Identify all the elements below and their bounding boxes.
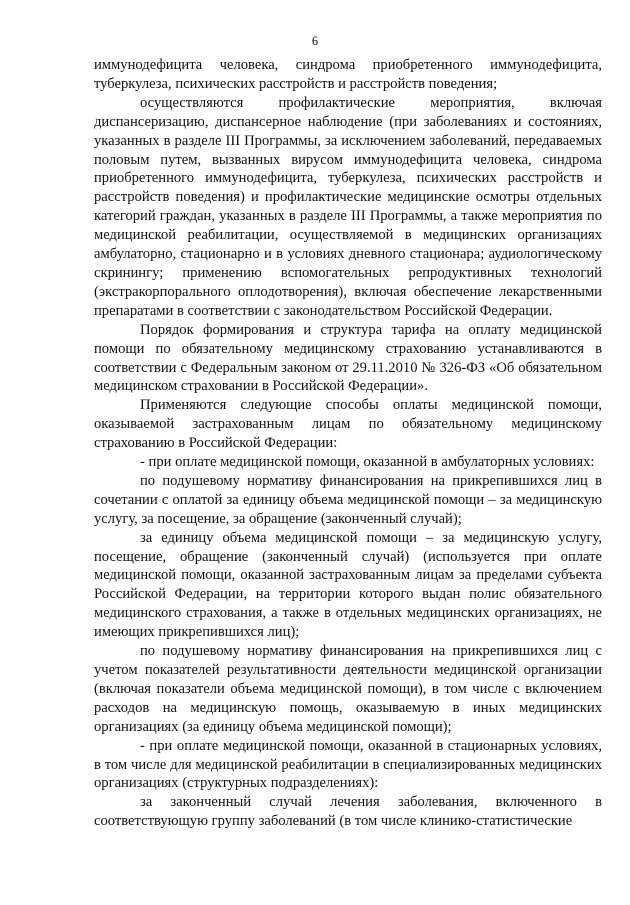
paragraph: по подушевому нормативу финансирования на прикрепившихся лиц в сочетании с оплатой за единицу объема медицинской помощи – за медицинскую услугу, за посещение, за обращение (законченный случай); <box>94 472 602 527</box>
paragraph: за законченный случай лечения заболевания, включенного в соответствующую группу заболеваний (в том числе клинико-статистические <box>94 794 602 830</box>
paragraph: Применяются следующие способы оплаты медицинской помощи, оказываемой застрахованным лицам по обязательному медицинскому страхованию в Российской Федерации: <box>94 397 602 452</box>
list-item: - при оплате медицинской помощи, оказанной в амбулаторных условиях: <box>140 454 595 471</box>
paragraph: иммунодефицита человека, синдрома приобретенного иммунодефицита, туберкулеза, психических расстройств и расстройств поведения; <box>94 57 602 92</box>
document-body <box>94 56 602 831</box>
page-number: 6 <box>311 34 319 48</box>
paragraph: осуществляются профилактические мероприятия, включая диспансеризацию, диспансерное наблюдение (при заболеваниях и состояниях, указанных в разделе III Программы, за исключением заболеваний, передаваемых половым путем, вызванных вирусом иммунодефицита человека, синдрома приобретенного иммунодефицита, туберкулеза, психических расстройств и расстройств поведения) и профилактические медицинские осмотры отдельных категорий граждан, указанных в разделе III Программы, а также мероприятия по медицинской реабилитации, осуществляемой в медицинских организациях амбулаторно, стационарно и в условиях дневного стационара; аудиологическому скринингу; применению вспомогательных репродуктивных технологий (экстракорпорального оплодотворения), включая обеспечение лекарственными препаратами в соответствии с законодательством Российской Федерации. <box>94 94 602 319</box>
paragraph: за единицу объема медицинской помощи – за медицинскую услугу, посещение, обращение (законченный случай) (используется при оплате медицинской помощи, оказанной застрахованным лицам за пределами субъекта Российской Федерации, на территории которого выдан полис обязательного медицинского страхования, а также в отдельных медицинских организациях, не имеющих прикрепившихся лиц); <box>94 529 602 641</box>
list-item: - при оплате медицинской помощи, оказанной в стационарных условиях, в том числе для медицинской реабилитации в специализированных медицинских организациях (структурных подразделениях): <box>94 737 602 792</box>
paragraph: Порядок формирования и структура тарифа на оплату медицинской помощи по обязательному медицинскому страхованию устанавливаются в соответствии с Федеральным законом от 29.11.2010 № 326-ФЗ «Об обязательном медицинском страховании в Российской Федерации». <box>94 321 602 395</box>
paragraph: по подушевому нормативу финансирования на прикрепившихся лиц с учетом показателей результативности деятельности медицинской организации (включая показатели объема медицинской помощи), в том числе с включением расходов на медицинскую помощь, оказываемую в иных медицинских организациях (за единицу объема медицинской помощи); <box>94 643 602 735</box>
